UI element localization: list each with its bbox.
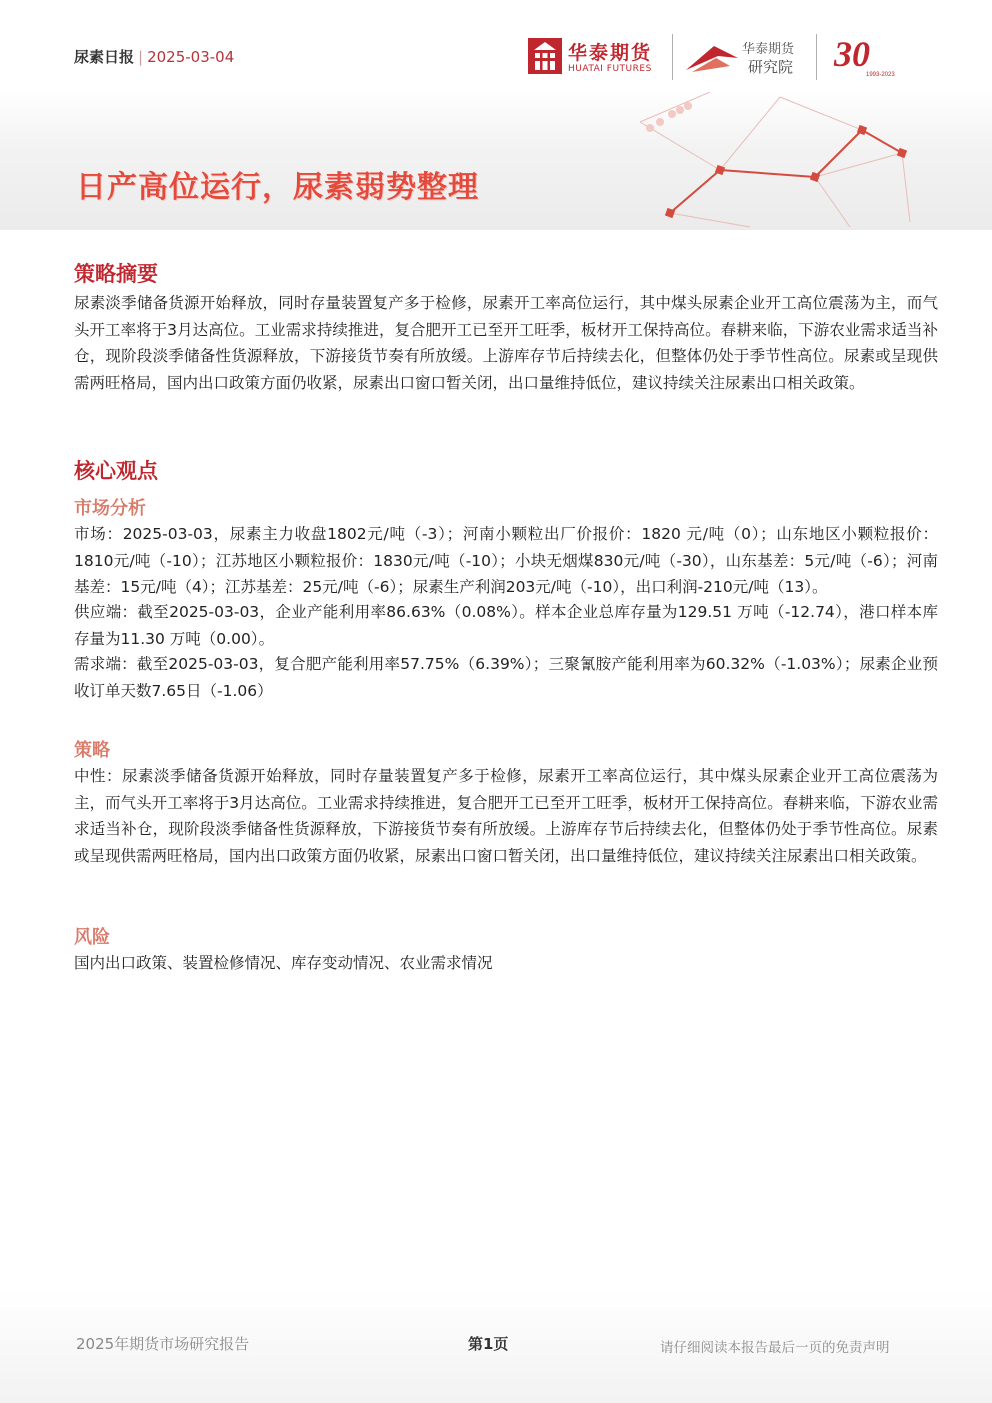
research-institute-logo — [684, 38, 814, 78]
network-graphic-icon — [620, 92, 930, 232]
market-analysis-heading: 市场分析 — [74, 498, 146, 519]
doc-type: 尿素日报 — [74, 48, 135, 66]
anniversary-30-icon — [830, 30, 910, 80]
logo-divider-2 — [816, 34, 817, 80]
summary-heading: 策略摘要 — [74, 262, 158, 286]
risk-heading: 风险 — [74, 927, 110, 948]
risk-text: 国内出口政策、装置检修情况、库存变动情况、农业需求情况 — [74, 954, 493, 972]
anniversary-number: 30 — [834, 34, 870, 74]
report-title: 日产高位运行，尿素弱势整理 — [76, 170, 479, 205]
supply-paragraph: 供应端：截至2025-03-03，企业产能利用率86.63%（0.08%）。样本企业总库存量为129.51 万吨（-12.74），港口样本库存量为11.30 万吨（0.00）。 — [74, 603, 938, 648]
page-header — [0, 0, 992, 90]
huatai-logo-icon — [528, 38, 562, 74]
market-paragraph: 市场：2025-03-03，尿素主力收盘1802元/吨（-3）；河南小颗粒出厂价报价：1820 元/吨（0）；山东地区小颗粒报价：1810元/吨（-10）；江苏地区小颗粒报价：1830元/吨（-10）；小块无烟煤830元/吨（-30），山东基差：5元/吨（-6）；河南基差：15元/吨（4）；江苏基差：25元/吨（-6）；尿素生产利润203元/吨（-10），出口利润-210元/吨（13）。 — [74, 525, 938, 596]
demand-paragraph: 需求端：截至2025-03-03，复合肥产能利用率57.75%（6.39%）；三聚氰胺产能利用率为60.32%（-1.03%）；尿素企业预收订单天数7.65日（-1.06） — [74, 655, 938, 700]
core-heading: 核心观点 — [74, 459, 158, 483]
tag-separator: | — [138, 48, 144, 66]
disclaimer-note: 请仔细阅读本报告最后一页的免责声明 — [660, 1340, 890, 1356]
footer-report-name: 2025年期货市场研究报告 — [76, 1335, 250, 1353]
institute-line2: 研究院 — [748, 58, 794, 76]
logo-cn-text: 华泰期货 — [568, 42, 653, 64]
anniversary-logo — [830, 30, 910, 80]
logo-divider — [672, 34, 673, 80]
doc-date: 2025-03-04 — [147, 48, 235, 66]
anniversary-years: 1993-2023 — [866, 72, 895, 78]
summary-text: 尿素淡季储备货源开始释放，同时存量装置复产多于检修，尿素开工率高位运行，其中煤头尿素企业开工高位震荡为主，而气头开工率将于3月达高位。工业需求持续推进，复合肥开工已至开工旺季，板材开工保持高位。春耕来临，下游农业需求适当补仓，现阶段淡季储备性货源释放，下游接货节奏有所放缓。上游库存节后持续去化，但整体仍处于季节性高位。尿素或呈现供需两旺格局，国内出口政策方面仍收紧，尿素出口窗口暂关闭，出口量维持低位，建议持续关注尿素出口相关政策。 — [74, 294, 938, 392]
huatai-futures-logo — [528, 38, 668, 78]
institute-line1: 华泰期货 — [742, 42, 795, 57]
strategy-heading: 策略 — [74, 740, 110, 761]
logo-en-text: HUATAI FUTURES — [568, 64, 652, 74]
strategy-text: 中性：尿素淡季储备货源开始释放，同时存量装置复产多于检修，尿素开工率高位运行，其中煤头尿素企业开工高位震荡为主，而气头开工率将于3月达高位。工业需求持续推进，复合肥开工已至开工旺季，板材开工保持高位。春耕来临，下游农业需求适当补仓，现阶段淡季储备性货源释放，下游接货节奏有所放缓。上游库存节后持续去化，但整体仍处于季节性高位。尿素或呈现供需两旺格局，国内出口政策方面仍收紧，尿素出口窗口暂关闭，出口量维持低位，建议持续关注尿素出口相关政策。 — [74, 767, 938, 865]
page-number: 第1页 — [468, 1335, 509, 1353]
institute-logo-icon — [684, 40, 740, 74]
doc-tag — [74, 46, 234, 67]
